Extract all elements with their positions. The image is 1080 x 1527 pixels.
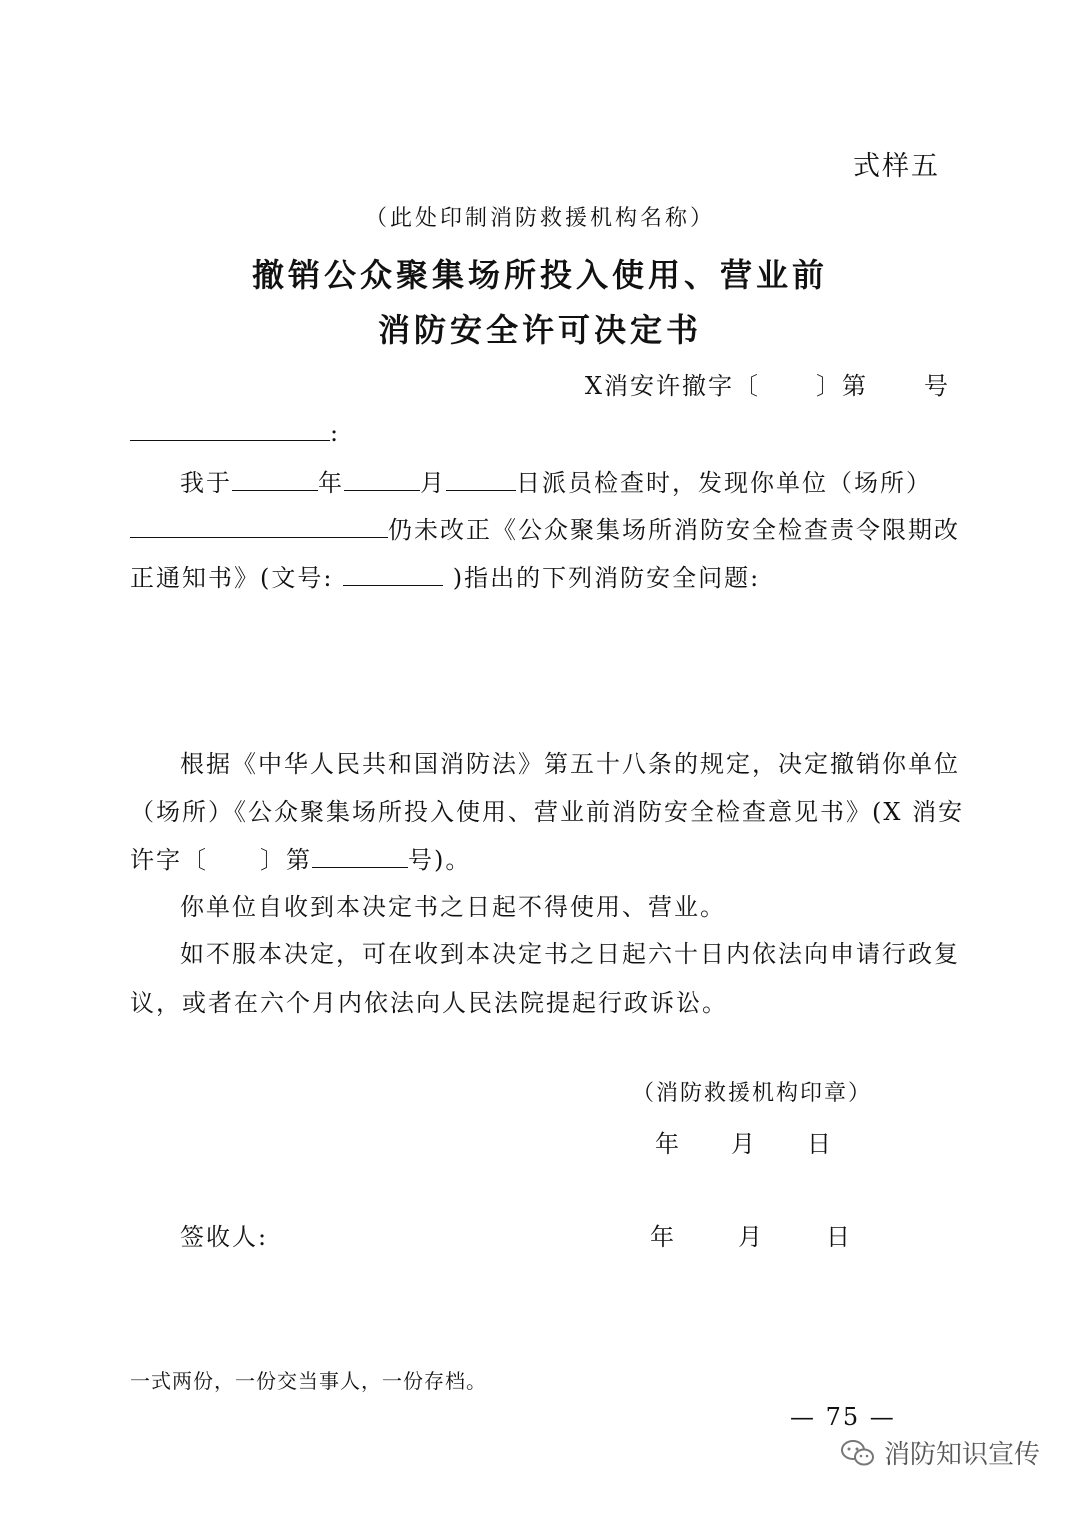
para1-line2 — [130, 510, 960, 545]
para2-line1: 根据《中华人民共和国消防法》第五十八条的规定，决定撤销你单位 — [180, 750, 960, 778]
para4-line2: 议，或者在六个月内依法向人民法院提起行政诉讼。 — [130, 989, 728, 1017]
document-title-line2: 消防安全许可决定书 — [377, 311, 702, 349]
addressee-colon: : — [330, 419, 341, 447]
para1-line2-text: 仍未改正《公众聚集场所消防安全检查责令限期改 — [388, 516, 960, 544]
para2-line2: （场所）《公众聚集场所投入使用、营业前消防安全检查意见书》(X 消安 — [130, 798, 965, 826]
para4-line1: 如不服本决定，可在收到本决定书之日起六十日内依法向申请行政复 — [180, 940, 960, 968]
seal-date-month: 月 — [731, 1130, 757, 1158]
seal-date-day: 日 — [807, 1130, 833, 1158]
para2-line3-end: 号)。 — [408, 846, 472, 874]
para3: 你单位自收到本决定书之日起不得使用、营业。 — [180, 893, 726, 921]
page-number: — 75 — — [790, 1403, 896, 1431]
year-blank[interactable] — [232, 468, 318, 491]
document-title-line1: 撤销公众聚集场所投入使用、营业前 — [251, 256, 828, 294]
seal-placeholder: （消防救援机构印章） — [632, 1081, 873, 1106]
receiver-date — [650, 1217, 852, 1252]
day-blank[interactable] — [446, 468, 516, 491]
doc-ref-blank[interactable] — [343, 563, 443, 586]
receiver-date-year: 年 — [650, 1223, 676, 1251]
addressee-blank[interactable] — [130, 418, 330, 441]
doc-number-suffix: 号 — [924, 372, 950, 400]
seal-date-year: 年 — [655, 1130, 681, 1158]
para2-line3 — [130, 840, 471, 875]
receiver-label: 签收人: — [180, 1223, 269, 1251]
para1-line1 — [180, 463, 932, 498]
para1-year: 年 — [318, 469, 344, 497]
copies-note: 一式两份，一份交当事人，一份存档。 — [130, 1369, 487, 1393]
para1-start: 我于 — [180, 469, 232, 497]
receiver-date-day: 日 — [826, 1223, 852, 1251]
addressee-line — [130, 418, 340, 447]
para1-line3 — [130, 558, 760, 593]
premises-blank[interactable] — [130, 515, 388, 538]
month-blank[interactable] — [344, 468, 420, 491]
para1-line3-end: )指出的下列消防安全问题: — [452, 564, 761, 592]
watermark-text: 消防知识宣传 — [884, 1440, 1041, 1470]
watermark — [840, 1434, 1040, 1471]
para1-month: 月 — [420, 469, 446, 497]
wechat-icon — [840, 1439, 876, 1467]
receiver-date-month: 月 — [738, 1223, 764, 1251]
document-number — [585, 366, 950, 401]
opinion-number-blank[interactable] — [312, 845, 408, 868]
seal-date — [655, 1124, 833, 1159]
para1-line3-start: 正通知书》(文号: — [130, 564, 334, 592]
doc-number-prefix: X消安许撤字〔 — [584, 372, 760, 400]
para2-line3-mid: 〕第 — [260, 846, 312, 874]
sample-label: 式样五 — [853, 151, 940, 182]
issuer-placeholder: （此处印制消防救援机构名称） — [364, 206, 715, 231]
para1-day-text: 日派员检查时，发现你单位（场所） — [516, 469, 932, 497]
doc-number-middle: 〕第 — [816, 372, 868, 400]
para2-line3-start: 许字〔 — [130, 846, 208, 874]
